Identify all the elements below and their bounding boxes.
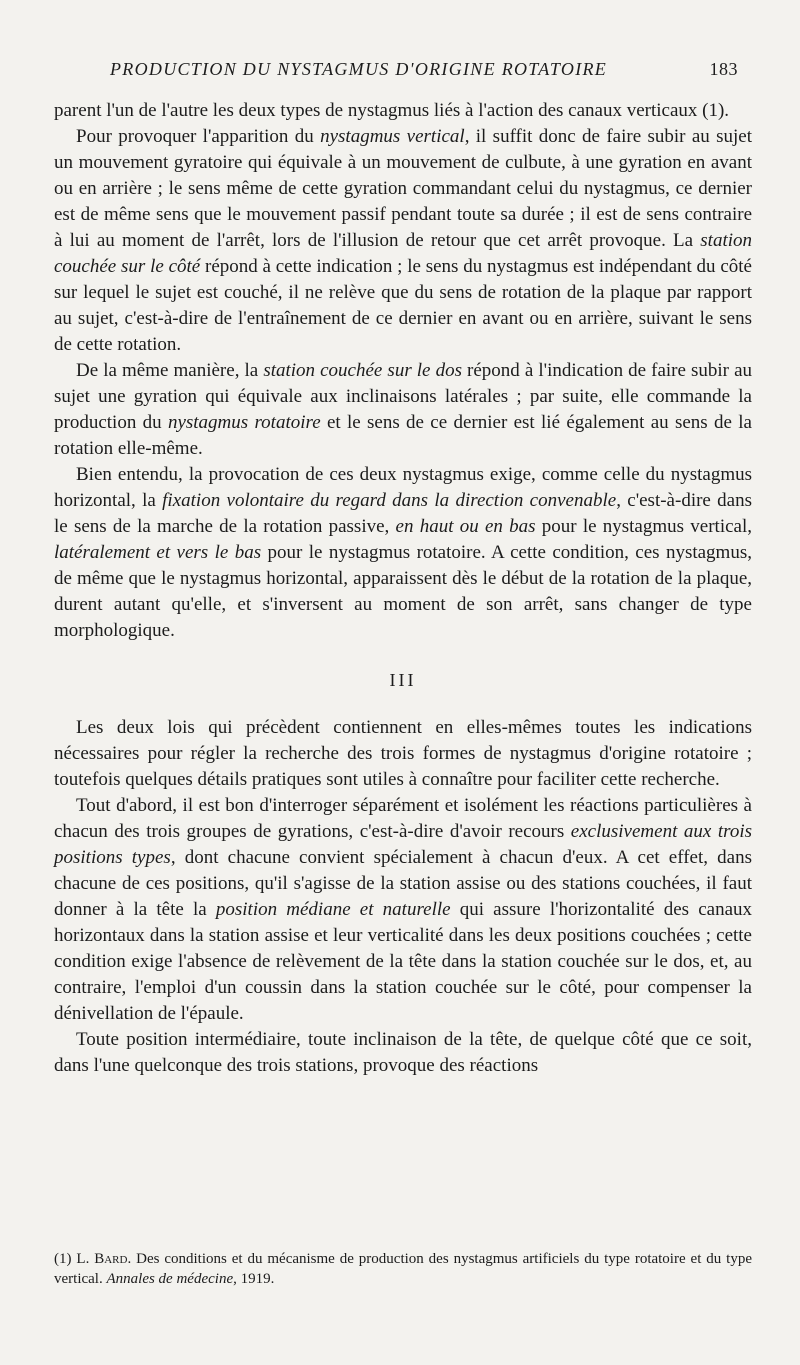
text-run: Pour provoquer l'apparition du <box>76 126 321 147</box>
footnote-year: , 1919. <box>233 1271 275 1287</box>
italic-term: position médiane et naturelle <box>215 899 451 920</box>
footnote <box>54 1249 752 1289</box>
paragraph-6 <box>54 793 752 1027</box>
paragraph-4 <box>54 462 752 644</box>
text-run: pour le nystagmus rotatoire. A cette condition, ces nystagmus, de même que le nystagmus horizontal, apparaissent dès le début de la rotation de la plaque, durent autant qu'elle, et s'inversent au moment de son arrêt, sans changer de type morphologique. <box>54 542 752 641</box>
text-run: répond à cette indication ; le sens du nystagmus est indépendant du côté sur lequel le sujet est couché, il ne relève que du sens de rotation de la plaque par rapport au sujet, c'est-à-dire de l'entraînement de ce dernier en avant ou en arrière, suivant le sens de cette rotation. <box>54 256 752 355</box>
paragraph-7 <box>54 1027 752 1079</box>
text-run: pour le nystagmus vertical, <box>535 516 752 537</box>
italic-term: exclusivement aux trois positions types <box>54 821 753 868</box>
paragraph-3 <box>54 358 752 462</box>
italic-term: en haut ou en bas <box>395 516 536 537</box>
italic-term: latéralement et vers le bas <box>54 542 262 563</box>
italic-term: station couchée sur le dos <box>263 360 462 381</box>
italic-term: fixation volontaire du regard dans la direction convenable <box>162 490 617 511</box>
footnote-text: Des conditions et du mécanisme de production des nystagmus artificiels du type rotatoire et du type vertical. <box>54 1251 752 1287</box>
text-run: Les deux lois qui précèdent contiennent en elles-mêmes toutes les indications nécessaires pour régler la recherche des trois formes de nystagmus d'origine rotatoire ; toutefois quelques détails pratiques sont utiles à connaître pour faciliter cette recherche. <box>54 717 752 790</box>
italic-term: station couchée sur le côté <box>54 230 752 277</box>
footnote-marker: (1) <box>54 1251 72 1267</box>
text-run: qui assure l'horizontalité des canaux horizontaux dans la station assise et leur verticalité dans les deux positions couchées ; cette condition exige l'absence de relèvement de la tête dans la station couchée sur le dos, et, au contraire, l'emploi d'un coussin dans la station couchée sur le côté, pour compenser la dénivellation de l'épaule. <box>54 899 753 1024</box>
footnote-journal: Annales de médecine <box>106 1271 234 1287</box>
running-title: PRODUCTION DU NYSTAGMUS D'ORIGINE ROTATOIRE <box>110 59 608 79</box>
paragraph-1 <box>54 98 752 124</box>
body-text <box>54 98 752 1079</box>
page-number: 183 <box>709 59 738 79</box>
text-run: et le sens de ce dernier est lié également au sens de la rotation elle-même. <box>54 412 752 459</box>
text-run: parent l'un de l'autre les deux types de nystagmus liés à l'action des canaux verticaux (1). <box>54 100 730 121</box>
text-run: , c'est-à-dire dans le sens de la marche de la rotation passive, <box>54 490 753 537</box>
text-run: De la même manière, la <box>76 360 264 381</box>
paragraph-2 <box>54 124 752 358</box>
text-run: Tout d'abord, il est bon d'interroger séparément et isolément les réactions particulières à chacun des trois groupes de gyrations, c'est-à-dire d'avoir recours <box>54 795 752 842</box>
text-run: Bien entendu, la provocation de ces deux nystagmus exige, comme celle du nystagmus horizontal, la <box>54 464 752 511</box>
text-run: Toute position intermédiaire, toute inclinaison de la tête, de quelque côté que ce soit, dans l'une quelconque des trois stations, provoque des réactions <box>54 1029 752 1076</box>
section-heading: III <box>389 670 417 690</box>
footnote-author: L. Bard. <box>76 1251 132 1267</box>
text-run: , il suffit donc de faire subir au sujet un mouvement gyratoire qui équivale à un mouvement de culbute, à une gyration en avant ou en arrière ; le sens même de cette gyration commandant celui du nystagmus, ce dernier est de même sens que le mouvement passif pendant toute sa durée ; il est de sens contraire à lui au moment de l'arrêt, lors de l'illusion de retour que cet arrêt provoque. La <box>54 126 752 251</box>
paragraph-5 <box>54 715 752 793</box>
text-run: répond à l'indication de faire subir au sujet une gyration qui équivale aux inclinaisons latérales ; par suite, elle commande la production du <box>54 360 753 433</box>
italic-term: nystagmus vertical <box>320 126 465 147</box>
italic-term: nystagmus rotatoire <box>167 412 321 433</box>
text-run: , dont chacune convient spécialement à chacun d'eux. A cet effet, dans chacune de ces positions, qu'il s'agisse de la station assise ou des stations couchées, il faut donner à la tête la <box>54 847 752 920</box>
